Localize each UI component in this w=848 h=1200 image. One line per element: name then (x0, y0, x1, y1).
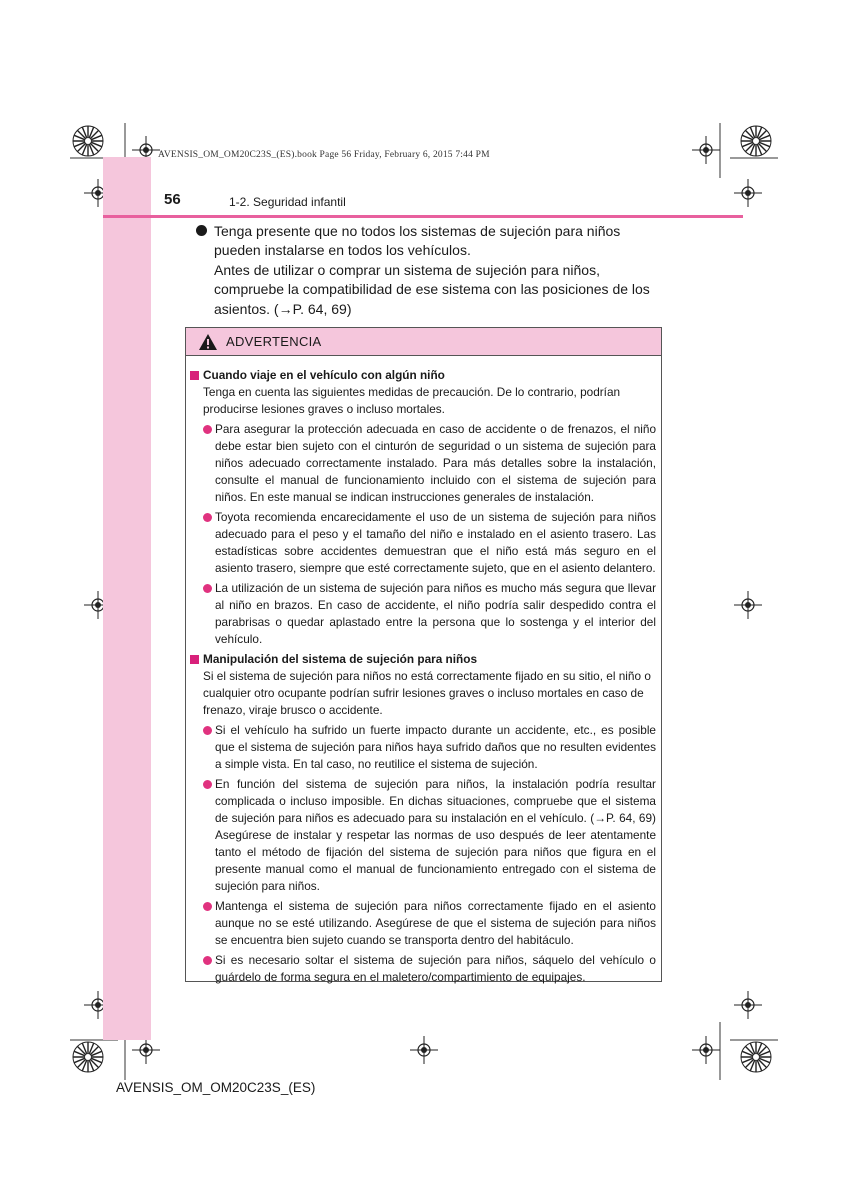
warning-body (186, 356, 661, 986)
bullet-icon (203, 956, 212, 965)
square-bullet-icon (190, 655, 199, 664)
header-rule (103, 215, 743, 218)
section-intro: Tenga en cuenta las siguientes medidas de precaución. De lo contrario, podrían producirse lesiones graves o incluso mortales. (203, 385, 621, 416)
book-info-slug: AVENSIS_OM_OM20C23S_(ES).book Page 56 Friday, February 6, 2015 7:44 PM (158, 150, 490, 160)
bullet-icon (203, 780, 212, 789)
bullet-icon (203, 902, 212, 911)
page-number: 56 (164, 191, 181, 208)
warning-item (190, 509, 656, 577)
item-text: Mantenga el sistema de sujeción para niños correctamente fijado en el asiento aunque no se esté utilizando. Asegúrese de que el sistema de sujeción para niños se encuentra bien sujeto cuando se transporta dentro del habitáculo. (215, 899, 656, 947)
compatibility-note (196, 222, 666, 319)
heading-text: Manipulación del sistema de sujeción para niños (203, 652, 478, 666)
warning-item (190, 580, 656, 648)
warning-triangle-icon (198, 333, 218, 351)
bullet-icon (203, 425, 212, 434)
warning-title: ADVERTENCIA (226, 334, 322, 349)
chapter-tab-band (103, 157, 151, 1040)
item-text: Toyota recomienda encarecidamente el uso de un sistema de sujeción para niños adecuado para el peso y el tamaño del niño e instalado en el asiento trasero. Las estadísticas sobre accidentes demuestran que el niño está más seguro en el asiento trasero, siempre que esté correctamente sujeto, que en el asiento delantero. (215, 510, 656, 575)
bullet-icon (203, 726, 212, 735)
item-text: La utilización de un sistema de sujeción para niños es mucho más segura que llevar al niño en brazos. En caso de accidente, el niño podría salir despedido contra el parabrisas o quedar aplastado entre la persona que lo sostenga y el interior del vehículo. (215, 581, 656, 646)
bullet-icon (196, 225, 207, 236)
heading-text: Cuando viaje en el vehículo con algún niño (203, 368, 445, 382)
warning-item (190, 898, 656, 949)
bullet-icon (203, 513, 212, 522)
footer-doc-code: AVENSIS_OM_OM20C23S_(ES) (116, 1080, 316, 1095)
item-text: Para asegurar la protección adecuada en caso de accidente o de frenazos, el niño debe estar bien sujeto con el cinturón de seguridad o un sistema de sujeción para niños adecuado correctamente instalado. Para más detalles sobre la instalación, consulte el manual de funcionamiento incluido con el sistema de sujeción para niños. En este manual se indican instrucciones generales de instalación. (215, 422, 656, 504)
section-heading-traveling (190, 367, 656, 384)
square-bullet-icon (190, 371, 199, 380)
item-text: Si es necesario soltar el sistema de sujeción para niños, sáquelo del vehículo o guárdelo de forma segura en el maletero/compartimiento de equipajes. (215, 953, 656, 984)
section-heading-handling (190, 651, 656, 668)
warning-item (190, 722, 656, 773)
note-line-2: Antes de utilizar o comprar un sistema de sujeción para niños, compruebe la compatibilidad de ese sistema con las posiciones de los asientos. (→P. 64, 69) (214, 261, 650, 317)
note-line-1: Tenga presente que no todos los sistemas de sujeción para niños pueden instalarse en todos los vehículos. (214, 223, 621, 259)
warning-item (190, 776, 656, 895)
warning-item (190, 952, 656, 986)
warning-header (186, 328, 661, 356)
section-title: 1-2. Seguridad infantil (229, 195, 346, 209)
bullet-icon (203, 584, 212, 593)
item-text: En función del sistema de sujeción para niños, la instalación podría resultar complicada o incluso imposible. En dichas situaciones, compruebe que el sistema de sujeción para niños es adecuado para su instalación en el vehículo. (→P. 64, 69) Asegúrese de instalar y respetar las normas de uso después de leer atentamente tanto el método de fijación del sistema de sujeción para niños que figura en el presente manual como el manual de funcionamiento entregado con el sistema de sujeción para niños. (215, 777, 656, 893)
item-text: Si el vehículo ha sufrido un fuerte impacto durante un accidente, etc., es posible que el sistema de sujeción para niños haya sufrido daños que no resulten evidentes a simple vista. En tal caso, no reutilice el sistema de sujeción. (215, 723, 656, 771)
section-intro: Si el sistema de sujeción para niños no está correctamente fijado en su sitio, el niño o cualquier otro ocupante podrían sufrir lesiones graves o incluso mortales en caso de frenazo, viraje brusco o accidente. (203, 669, 651, 717)
warning-item (190, 421, 656, 506)
warning-box (185, 327, 662, 982)
